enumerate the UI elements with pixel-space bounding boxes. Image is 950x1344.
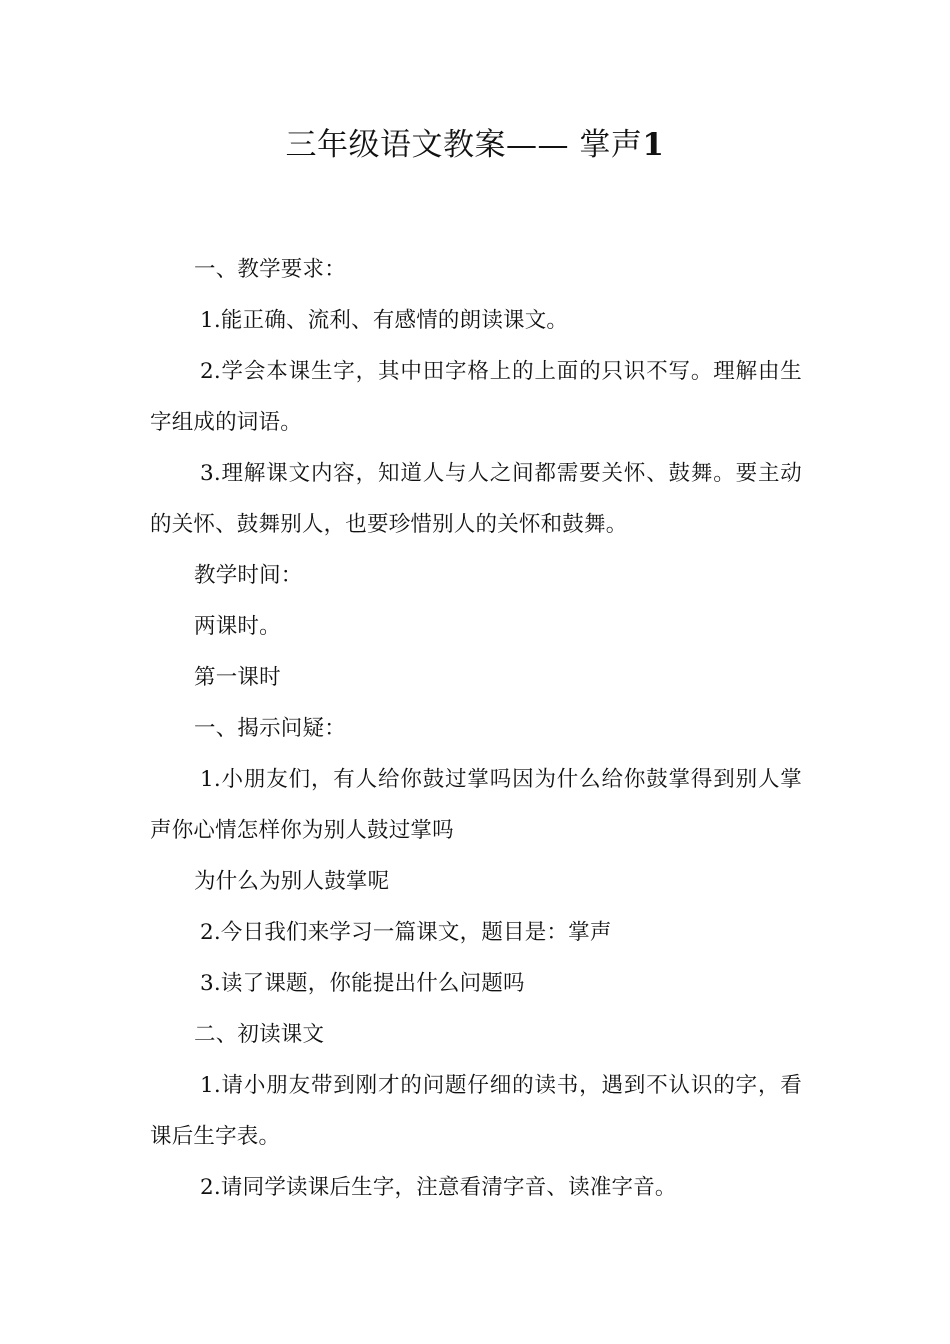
document-title (0, 122, 950, 168)
document-body (150, 244, 802, 1213)
paragraph-1: 一、教学要求： (194, 257, 346, 282)
title-number: 1 (642, 127, 665, 163)
paragraph-9: 1.小朋友们，有人给你鼓过掌吗因为什么给你鼓掌得到别人掌声你心情怎样你为别人鼓过掌吗 (150, 767, 802, 843)
paragraph-6: 两课时。 (194, 614, 281, 639)
paragraph-5: 教学时间： (194, 563, 303, 588)
title-main-text: 三年级语文教案—— 掌声 (285, 127, 643, 163)
paragraph-4: 3.理解课文内容，知道人与人之间都需要关怀、鼓舞。要主动的关怀、鼓舞别人，也要珍惜别人的关怀和鼓舞。 (150, 461, 802, 537)
paragraph-12: 3.读了课题，你能提出什么问题吗 (200, 971, 525, 996)
paragraph-3: 2.学会本课生字，其中田字格上的上面的只识不写。理解由生字组成的词语。 (150, 359, 802, 435)
paragraph-2: 1.能正确、流利、有感情的朗读课文。 (200, 308, 569, 333)
paragraph-7: 第一课时 (194, 665, 281, 690)
paragraph-13: 二、初读课文 (194, 1022, 325, 1047)
paragraph-8: 一、揭示问疑： (194, 716, 346, 741)
paragraph-11: 2.今日我们来学习一篇课文，题目是：掌声 (200, 920, 612, 945)
paragraph-10: 为什么为别人鼓掌呢 (194, 869, 390, 894)
paragraph-15: 2.请同学读课后生字，注意看清字音、读准字音。 (200, 1175, 677, 1200)
paragraph-14: 1.请小朋友带到刚才的问题仔细的读书，遇到不认识的字，看课后生字表。 (150, 1073, 802, 1149)
